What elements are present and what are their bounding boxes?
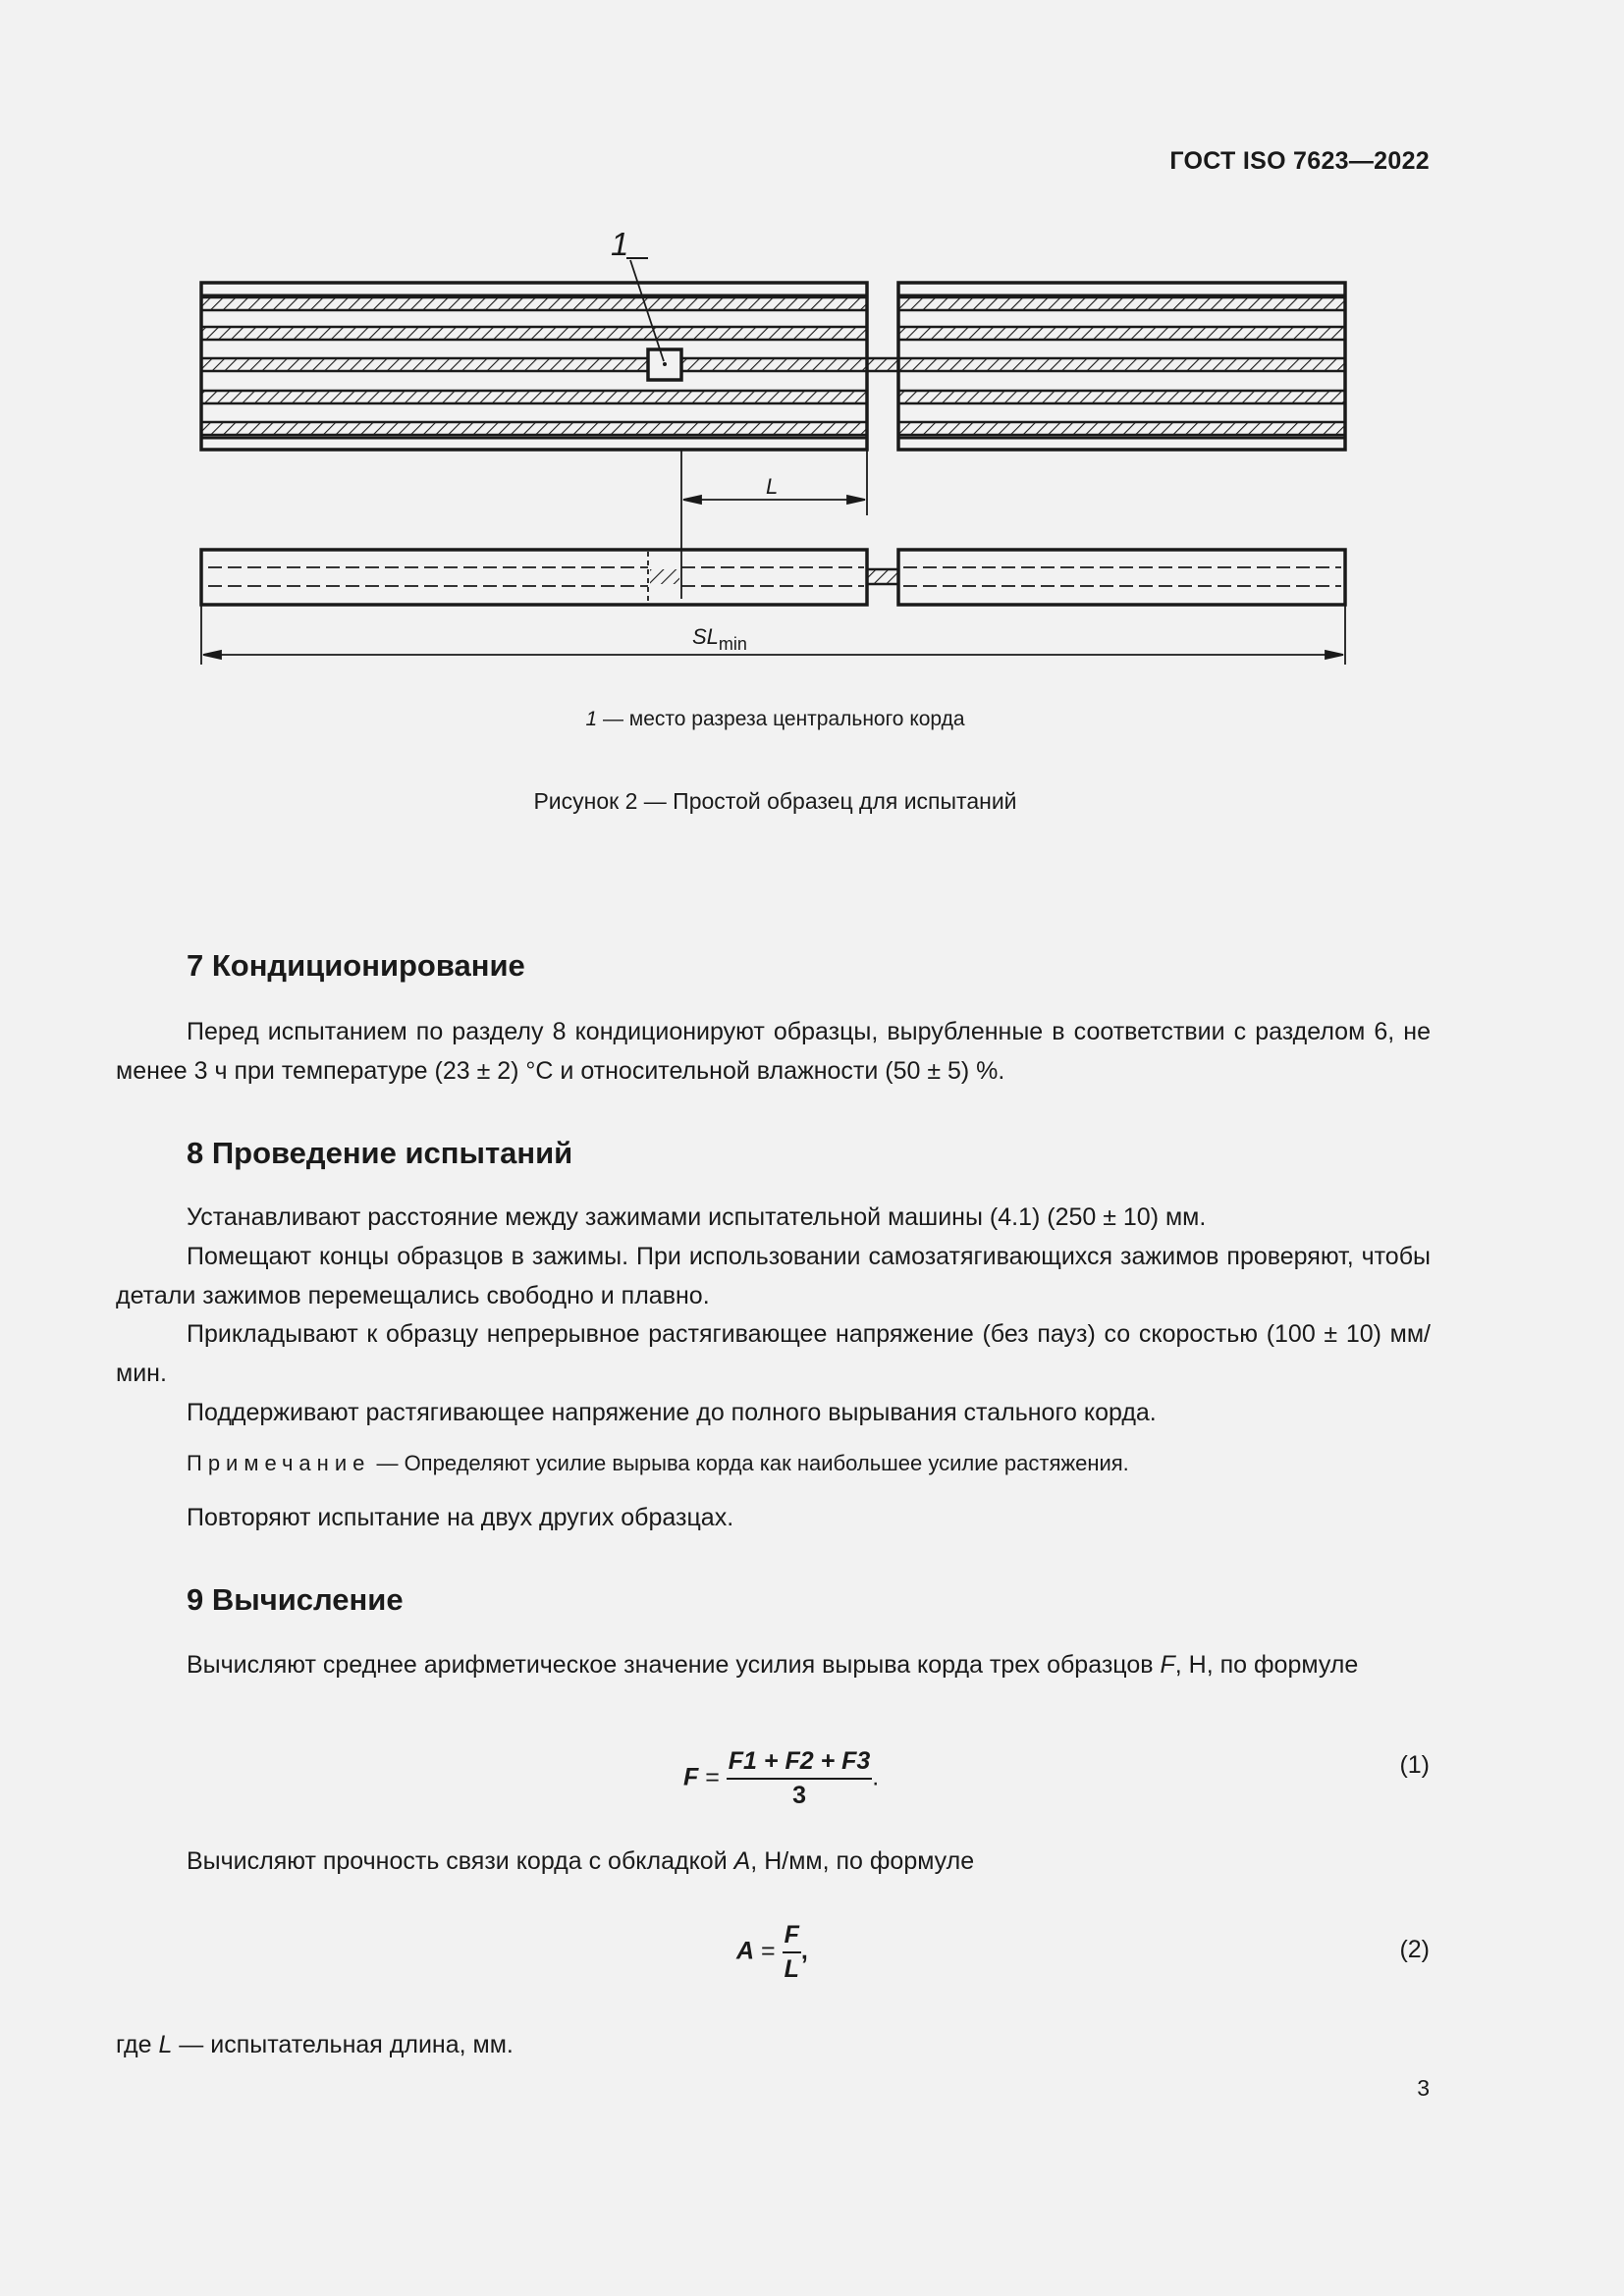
note-text: — Определяют усилие вырыва корда как наибольшее усилие растяжения. [370, 1451, 1129, 1475]
eq1-numerator: F1 + F2 + F3 [727, 1747, 873, 1780]
dimension-slmin-label [692, 624, 747, 654]
eq2-denominator: L [784, 1955, 799, 1983]
dimension-min-subscript: min [718, 634, 747, 654]
figure-caption: Рисунок 2 — Простой образец для испытаний [533, 788, 1017, 814]
specimen-figure [187, 221, 1365, 682]
section-8-paragraph-2: Помещают концы образцов в зажимы. При использовании самозатягивающихся зажимов проверяют, чтобы детали зажимов перемещались свободно и плавно. [116, 1243, 1431, 1309]
page-number: 3 [1417, 2075, 1430, 2101]
section-8-note [187, 1451, 1129, 1476]
section-8-paragraph-1: Устанавливают расстояние между зажимами испытательной машины (4.1) (250 ± 10) мм. [187, 1203, 1207, 1231]
where-text-a: где [116, 2031, 159, 2058]
equation-2-number: (2) [1399, 1936, 1430, 1963]
specimen-top-view [201, 258, 1345, 450]
eq1-lhs: F [683, 1763, 699, 1791]
eq1-fraction [727, 1747, 873, 1810]
document-header: ГОСТ ISO 7623—2022 [1169, 147, 1430, 175]
equation-1-number: (1) [1399, 1751, 1430, 1779]
eq1-denominator: 3 [792, 1782, 806, 1809]
where-text-b: — испытательная длина, мм. [172, 2031, 514, 2058]
p2-text-a: Вычисляют прочность связи корда с обкладкой [187, 1847, 734, 1875]
eq2-fraction [783, 1921, 801, 1984]
section-9-paragraph-2 [116, 1842, 1431, 1881]
where-clause [116, 2025, 1431, 2064]
eq2-tail: , [800, 1937, 808, 1965]
section-8-paragraph-5: Повторяют испытание на двух других образцах. [187, 1504, 734, 1531]
p2-text-b: , Н/мм, по формуле [750, 1847, 975, 1875]
legend-text: — место разреза центрального корда [597, 708, 965, 730]
specimen-side-view [201, 550, 1345, 605]
equation-1 [683, 1747, 879, 1810]
section-8-paragraph-4: Поддерживают растягивающее напряжение до полного вырывания стального корда. [187, 1399, 1157, 1426]
p1-var-f: F [1160, 1651, 1175, 1679]
section-9-paragraph-1 [116, 1645, 1431, 1684]
legend-number: 1 [585, 708, 598, 730]
dimension-slmin [201, 605, 1345, 665]
p2-var-a: A [733, 1847, 751, 1875]
dimension-sl-text: SL [692, 624, 719, 649]
callout-1-label: 1 [611, 226, 629, 262]
dimension-l [681, 450, 867, 599]
section-7-paragraph: Перед испытанием по разделу 8 кондиционируют образцы, вырубленные в соответствии с разделом 6, не менее 3 ч при температуре (23 ± 2) °С и относительной влажности (50 ± 5) %. [116, 1018, 1431, 1085]
section-9-heading: 9 Вычисление [187, 1582, 404, 1617]
dimension-l-label: L [766, 474, 779, 499]
p1-text-b: , Н, по формуле [1174, 1651, 1359, 1679]
section-8-heading: 8 Проведение испытаний [187, 1136, 573, 1170]
eq2-numerator: F [783, 1921, 801, 1953]
note-label: Примечание [187, 1451, 371, 1475]
section-8-paragraph-3: Прикладывают к образцу непрерывное растягивающее напряжение (без пауз) со скоростью (100 ± 10) мм/мин. [116, 1320, 1431, 1387]
figure-legend [0, 708, 1550, 731]
eq2-lhs: A [736, 1937, 755, 1965]
section-7-heading: 7 Кондиционирование [187, 948, 525, 983]
eq1-tail: . [872, 1763, 880, 1791]
eq1-equals: = [698, 1763, 727, 1791]
where-var-l: L [158, 2031, 173, 2058]
eq2-equals: = [754, 1937, 783, 1965]
equation-2 [736, 1921, 808, 1984]
p1-text-a: Вычисляют среднее арифметическое значение усилия вырыва корда трех образцов [187, 1651, 1161, 1679]
